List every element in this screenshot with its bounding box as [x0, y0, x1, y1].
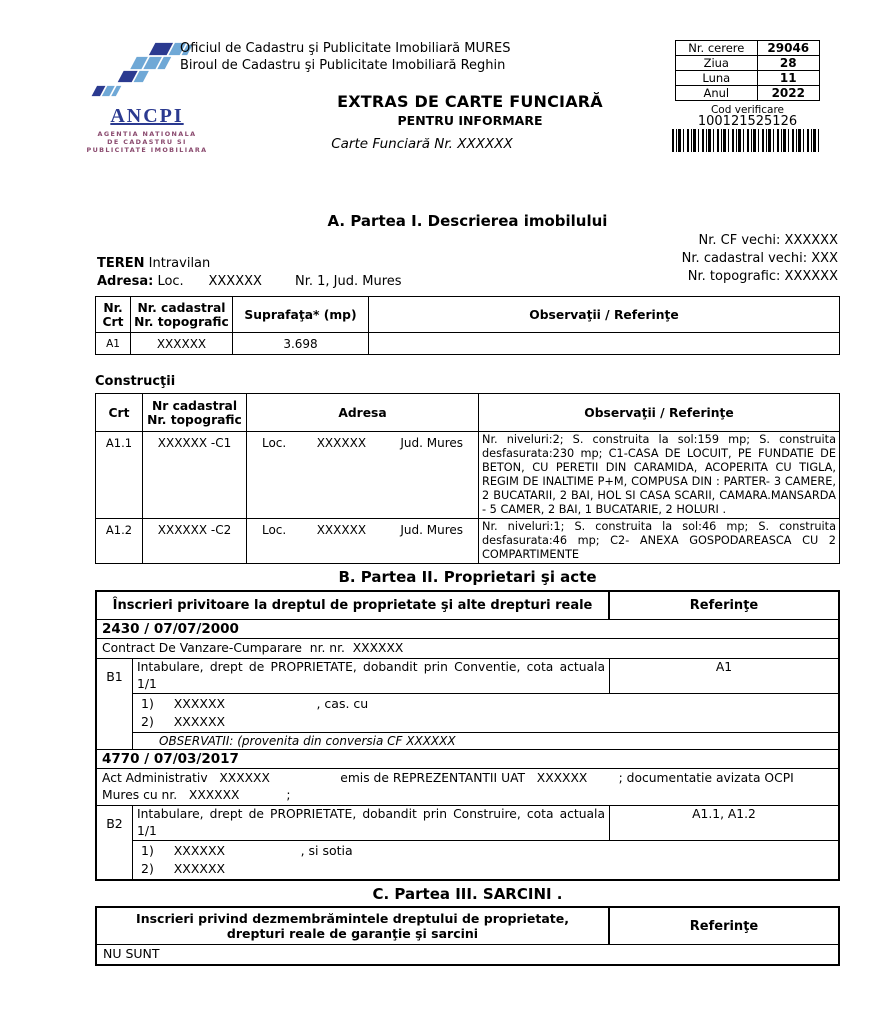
- old-references: Nr. CF vechi: XXXXXX Nr. cadastral vechi: XXX Nr. topografic: XXXXXX: [681, 233, 838, 284]
- table-header-row: Crt Nr cadastral Nr. topografic Adresa Observaţii / Referinţe: [96, 394, 840, 432]
- entry-text: Intabulare, drept de PROPRIETATE, dobandit prin Conventie, cota actuala 1/1: [137, 660, 605, 691]
- table-row: Luna 11: [676, 71, 820, 86]
- table-row: A1.1 XXXXXX -C1 Loc. XXXXXX Jud. Mures Nr. niveluri:2; S. construita la sol:159 mp; S. construita desfasurata:230 mp; C1-CASA DE LOCUIT, PE FUNDATIE DE BETON, CU PERETII DIN CARAMIDA, ACOPERITA CU TIGLA, REGIM DE INALTIME P+M, COMPUSA DIN : PARTER- 3 CAMERE, 2 BUCATARII, 2 BAI, HOL SI CASA SCARII, CAMARA.MANSARDA - 5 CAMER, 2 BAI, 1 BUCATARIE, 2 HOLURI .: [96, 432, 840, 519]
- constructii-label: Construcţii: [95, 374, 176, 389]
- table-row: Anul 2022: [676, 86, 820, 101]
- cod-verificare-label: Cod verificare: [710, 104, 785, 116]
- table-row: A1.2 XXXXXX -C2 Loc. XXXXXX Jud. Mures Nr. niveluri:1; S. construita la sol:46 mp; S. construita desfasurata:46 mp; C2- ANEXA GOSPODAREASCA CU 2 COMPARTIMENTE: [96, 519, 840, 564]
- title-sub: PENTRU INFORMARE: [397, 113, 543, 128]
- sarcini-value: NU SUNT: [103, 946, 160, 961]
- entry-position: B2: [97, 806, 133, 879]
- entry-b1: [97, 659, 838, 750]
- document-header: [0, 0, 874, 200]
- entry-number: 4770 / 07/03/2017: [97, 750, 838, 769]
- entry-act: Act Administrativ XXXXXX emis de REPREZENTANTII UAT XXXXXX ; documentatie avizata OCPI Mures cu nr. XXXXXX ;: [97, 769, 838, 806]
- part-a-info: [95, 230, 840, 296]
- table-row: Nr. cerere 29046: [676, 41, 820, 56]
- table-header-row: Nr. Crt Nr. cadastral Nr. topografic Suprafaţa* (mp) Observaţii / Referinţe: [96, 297, 840, 333]
- logo-dark-tiles: [92, 43, 173, 96]
- request-table: [675, 40, 820, 101]
- request-info-box: [675, 40, 820, 152]
- table-row: A1 XXXXXX 3.698: [96, 333, 840, 355]
- entry-reference: A1.1, A1.2: [609, 806, 838, 840]
- part-a-heading: A. Partea I. Descrierea imobilului: [327, 212, 608, 230]
- title-main: EXTRAS DE CARTE FUNCIARĂ: [337, 92, 603, 111]
- table-row: Ziua 28: [676, 56, 820, 71]
- carte-funciara-number: Carte Funciară Nr. XXXXXX: [331, 136, 513, 152]
- office-line2: Biroul de Cadastru şi Publicitate Imobiliară Reghin: [180, 58, 506, 73]
- entry-b2: [97, 806, 838, 879]
- document-title: [250, 92, 690, 128]
- entry-number: 2430 / 07/07/2000: [97, 620, 838, 639]
- entry-position: B1: [97, 659, 133, 749]
- part-c-table: [95, 906, 840, 966]
- adresa-line: Adresa: Loc. XXXXXX Nr. 1, Jud. Mures: [97, 274, 402, 289]
- table-header-row: Înscrieri privitoare la dreptul de proprietate şi alte drepturi reale Referinţe: [97, 592, 838, 620]
- logo-name: ANCPI: [110, 105, 184, 127]
- teren-table: [95, 296, 840, 355]
- entry-owners: 1) XXXXXX , si sotia 2) XXXXXX: [141, 843, 353, 876]
- part-b-table: [95, 590, 840, 881]
- office-line1: Oficiul de Cadastru şi Publicitate Imobiliară MURES: [180, 41, 511, 56]
- entry-observations: OBSERVATII: (provenita din conversia CF XXXXXX: [133, 732, 838, 749]
- office-name: [180, 40, 510, 74]
- table-header-row: Inscrieri privind dezmembrămintele dreptului de proprietate, drepturi reale de garanţie şi sarcini Referinţe: [97, 908, 838, 945]
- entry-reference: A1: [609, 659, 838, 693]
- entry-act: Contract De Vanzare-Cumparare nr. nr. XXXXXX: [97, 639, 838, 659]
- part-c-heading: C. Partea III. SARCINI .: [372, 885, 563, 903]
- document-body: [95, 212, 840, 966]
- entry-text: Intabulare, drept de PROPRIETATE, dobandit prin Construire, cota actuala 1/1: [137, 807, 605, 838]
- entry-owners: 1) XXXXXX , cas. cu 2) XXXXXX: [141, 696, 369, 729]
- part-b-heading: B. Partea II. Proprietari şi acte: [338, 568, 597, 586]
- teren-line: TEREN Intravilan: [97, 256, 211, 271]
- cod-verificare-value: 100121525126: [697, 114, 798, 129]
- barcode: [672, 129, 822, 152]
- logo-subtitle: AGENTIA NATIONALA DE CADASTRU SI PUBLICITATE IMOBILIARA: [86, 130, 208, 154]
- constructii-table: [95, 393, 840, 564]
